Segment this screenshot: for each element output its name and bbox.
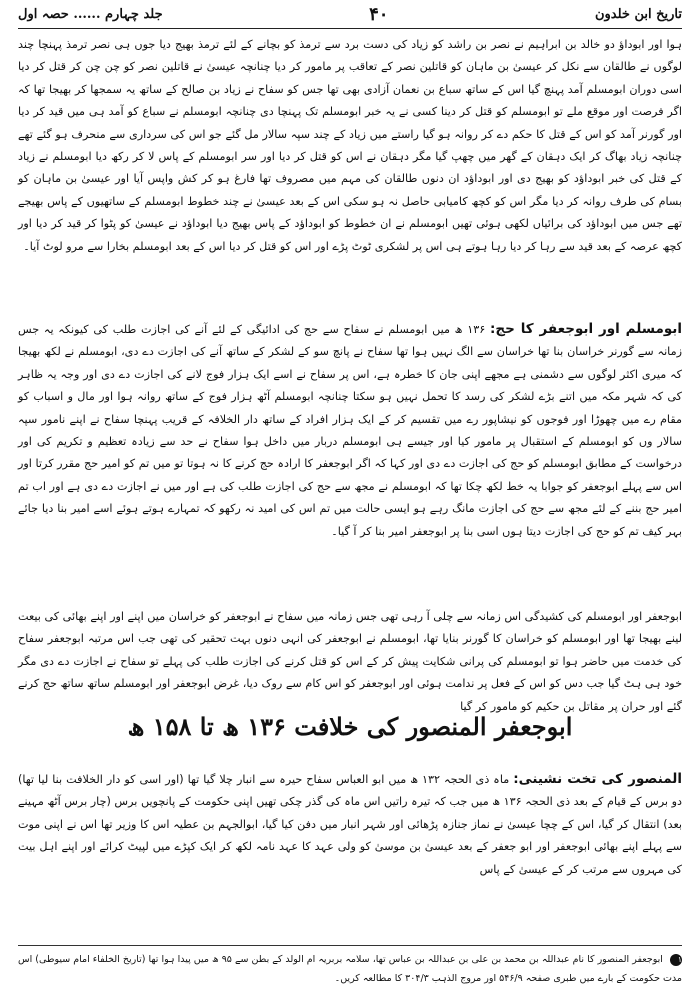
paragraph-2-text: ۱۳۶ ھ میں ابومسلم نے سفاح سے حج کی ادائیگی کے لئے آنے کی اجازت طلب کی کیونکہ یہ جس زمانہ سے گورنر خراسان بنا تھا خراسان سے الگ نہیں ہوا تھا سفاح نے پانچ سو کے لشکر کے ساتھ آنے کی اجازت دے دی، ابومسلم نے لکھ بھیجا کہ میری اکثر لوگوں سے دشمنی ہے مجھے اپنی جان کا خطرہ ہے، اس پر سفاح نے اسے ایک ہزار فوج لانے کی اجازت دے دی اور وجہ یہ ظاہر کی کہ شہر مکہ میں اتنے بڑے لشکر کی رسد کا تحمل نہیں ہو سکتا چنانچہ ابومسلم آٹھ ہزار فوج کے ساتھ روانہ ہوا اور مال و اسباب کو مقام رے میں چھوڑا اور فوجوں کو نیشاپور رے میں تقسیم کر کے ایک ہزار افراد کے ساتھ دار الخلافہ کے قریب پہنچا سفاح نے اپنے نامور سپہ سالار وں کو ابومسلم کے استقبال پر مامور کیا اور جیسے ہی ابومسلم دربار میں داخل ہوا سفاح نے حد سے زیادہ تعظیم و تکریم کی اور درخواست کے مطابق ابومسلم کو حج کی اجازت دے دی اور کہا کہ اگر ابوجعفر کا ارادہ حج کرنے کا نہ ہوتا تو میں تم کو امیر حج مقرر کرتا اور اس سے پہلے ابوجعفر کو جوابا یہ خط لکھ چکا تھا کہ ابومسلم نے مجھ سے حج کی اجازت طلب کی ہے اور میں نے اجازت دے دی ہے اور اب تم امیر حج بننے کے لئے مجھ سے حج کی اجازت مانگ رہے ہو ایسی حالت میں تم اس کی امید نہ رکھو کہ تمہارے ہوتے ہوئے اسے امیر بنا دیا جائے بہر کیف تم کو حج کی اجازت دیتا ہوں اسی بنا پر ابوجعفر امیر بنا کر آ گیا۔ xyxy=(18,323,682,538)
volume-label: جلد چہارم ...... حصہ اول xyxy=(18,6,163,22)
paragraph-accession-text: ماہ ذی الحجہ ۱۳۲ ھ میں ابو العباس سفاح حیرہ سے انبار چلا گیا تھا (اور اسی کو دار الخلافت بنا لیا تھا) دو برس کے قیام کے بعد ذی الحجہ ۱۳۶ ھ میں جب کہ تیرہ راتیں اس ماہ کی گذر چکی تھیں اپنی حکومت کے پانچویں برس (چار برس آٹھ مہینے بعد) انتقال کر گیا، اس کے چچا عیسیٰ نے نماز جنازہ پڑھائی اور شہر انبار میں دفن کیا گیا، ابوالجہم بن عطیہ اس کا وزیر تھا اس نے اپنی موت سے پہلے اپنے بھائی ابوجعفر اور ابو جعفر کے بعد عیسیٰ بن موسیٰ کو ولی عہد کا عہد نامہ لکھ کر ایک کپڑے میں لپیٹ کرائے اور اپنے اہل بیت کی مہروں سے مرتب کر کے عیسیٰ کے پاس xyxy=(18,773,682,876)
page-header xyxy=(18,2,682,26)
footnote-rule xyxy=(18,945,682,946)
footnote xyxy=(18,950,682,988)
paragraph-accession xyxy=(18,768,682,881)
footnote-text: ابوجعفر المنصور کا نام عبداللہ بن محمد بن علی بن عبداللہ بن عباس تھا، سلامہ بربریہ ام الولد کے بطن سے ۹۵ ھ میں پیدا ہوا تھا (تاریخ الخلفاء امام سیوطی) اس مدت حکومت کے بارے میں طبری صفحہ ۵۴۶/۹ اور مروج الذہب ۳۰۴/۳ کا مطالعہ کریں۔ xyxy=(18,954,682,984)
section-heading-hajj: ابومسلم اور ابوجعفر کا حج: xyxy=(489,321,682,337)
book-title: تاریخ ابن خلدون xyxy=(594,6,682,22)
footnote-marker: ۱ xyxy=(670,954,682,966)
header-rule xyxy=(18,28,682,29)
paragraph-1-text: ہوا اور ابوداؤ دو خالد بن ابراہیم نے نصر بن راشد کو زیاد کی دست برد سے ترمذ کو بچانے کے لئے ترمذ بھیج دیا جوں ہی نصر ترمذ پہنچا چند لوگوں نے طالقان سے نکل کر عیسیٰ بن ماہان کو قاتلین نصر کے تعاقب پر مامور کر دیا چنانچہ عیسیٰ نے قاتلین نصر کو چن چن کر قتل کر دیا اسی دوران ابومسلم آمد پہنچ گیا اس کے ساتھ سباع بن نعمان آزادی بھی تھا جس کو سفاح نے زیاد بن صالح کے ساتھ یہ سمجھا کر بھیجا تھا کہ اگر فرصت اور موقع ملے تو ابومسلم کو قتل کر دینا کسی نے یہ خبر ابومسلم تک پہنچا دی چنانچہ ابومسلم نے سباع کو آمد ہی میں قید کر دیا اور گورنر آمد کو اس کے قتل کا حکم دے کر روانہ ہو گیا راستے میں زیاد کے چند سپہ سالار مل گئے جو اس کی سرداری سے منحرف ہو گئے تھے چنانچہ زیاد بھاگ کر ایک دہقان کے گھر میں چھپ گیا مگر دہقان نے اس کو قتل کر دیا اور سر ابومسلم کے پاس لا کر رکھ دیا ابومسلم نے زیاد کے قتل کی خبر ابوداؤد کو بھیج دی اور ابوداؤد ان دنوں طالقان کی مہم میں مصروف تھا فارغ ہو کر کش واپس آیا اور عیسیٰ بن ماہان کو بسام کی طرف روانہ کر دیا مگر اس کو کچھ کامیابی حاصل نہ ہو سکی اس کے بعد عیسیٰ نے چند خطوط ابومسلم کے ساتھیوں کے پاس بھیجے تھے جس میں ابوداؤد کی برائیاں لکھی ہوئی تھیں ابومسلم نے ان خطوط کو ابوداؤد کے پاس بھیج دیا ابوداؤد نے عیسیٰ کو پٹوا کر قید کر دیا اور کچھ عرصہ کے بعد قید سے رہا کر دیا رہا ہوتے ہی اس پر لشکری ٹوٹ پڑے اور اس کو قتل کر دیا اس کے بعد ابومسلم بخارا سے مرو لوٹ آیا۔ xyxy=(18,38,682,253)
section-heading-accession: المنصور کی تخت نشینی: xyxy=(513,771,682,787)
paragraph-1 xyxy=(18,34,682,258)
paragraph-3 xyxy=(18,606,682,718)
paragraph-2 xyxy=(18,318,682,543)
page-number: ۴۰ xyxy=(369,3,389,25)
chapter-heading: ابوجعفر المنصور کی خلافت ۱۳۶ ھ تا ۱۵۸ ھ xyxy=(127,712,573,741)
paragraph-3-text: ابوجعفر اور ابومسلم کی کشیدگی اس زمانہ سے چلی آ رہی تھی جس زمانہ میں سفاح نے ابوجعفر کو خراسان میں اپنے اور اپنے بھائی کی بیعت لینے بھیجا تھا اور ابومسلم کو خراسان کا گورنر بنایا تھا، ابومسلم نے ابوجعفر کی انہی دنوں بہت تحقیر کی تھی جب اس مرتبہ ابوجعفر سفاح کی خدمت میں حاضر ہوا تو ابومسلم کی پرانی شکایت پیش کر کے اس کو قتل کرنے کی اجازت طلب کی پہلے تو سفاح نے اجازت دے دی مگر خود ہی ہٹ گیا جب دس کو اس کے فعل پر ندامت ہوئی اور ابوجعفر کو اس کام سے روک دیا، غرض ابوجعفر اور ابومسلم ساتھ ساتھ حج کرنے گئے اور حران پر مقاتل بن حکیم کو مامور کر گیا xyxy=(18,610,682,713)
